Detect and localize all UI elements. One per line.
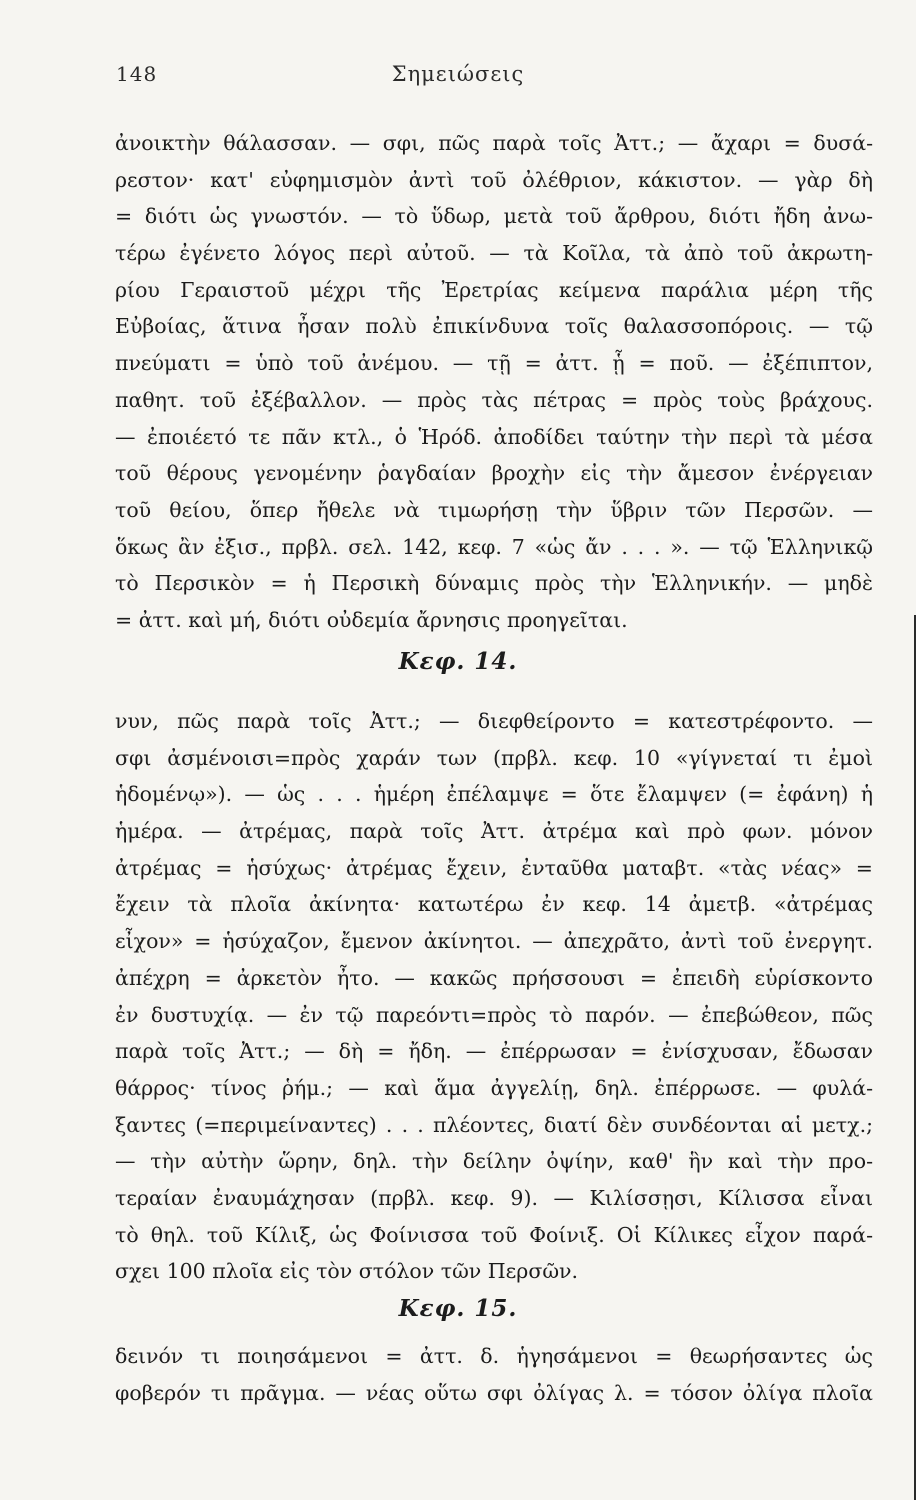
text-line: ἔχειν τὰ πλοῖα ἀκίνητα· κατωτέρω ἐν κεφ. 14 ἀμετβ. «ἀτρέμας [115, 892, 873, 917]
text-line: — τὴν αὐτὴν ὥρην, δηλ. τὴν δείλην ὀψίην, καθ' ἣν καὶ τὴν προ- [115, 1149, 873, 1174]
text-line: εἶχον» = ἡσύχαζον, ἔμενον ἀκίνητοι. — ἀπεχρᾶτο, ἀντὶ τοῦ ἐνεργητ. [115, 929, 873, 954]
text-line: τὸ Περσικὸν = ἡ Περσικὴ δύναμις πρὸς τὴν Ἑλληνικήν. — μηδὲ [115, 571, 873, 596]
notes-chapter-13-continued [115, 125, 873, 639]
text-line: ρίου Γεραιστοῦ μέχρι τῆς Ἐρετρίας κείμενα παράλια μέρη τῆς [115, 277, 873, 302]
text-line: Εὐβοίας, ἅτινα ἦσαν πολὺ ἐπικίνδυνα τοῖς θαλασσοπόροις. — τῷ [115, 314, 873, 339]
text-line: τέρω ἐγένετο λόγος περὶ αὐτοῦ. — τὰ Κοῖλα, τὰ ἀπὸ τοῦ ἀκρωτη- [115, 241, 873, 266]
text-line: τοῦ θείου, ὅπερ ἤθελε νὰ τιμωρήσῃ τὴν ὕβριν τῶν Περσῶν. — [115, 497, 873, 522]
text-line: ἡμέρα. — ἀτρέμας, παρὰ τοῖς Ἀττ. ἀτρέμα καὶ πρὸ φων. μόνον [115, 819, 873, 844]
running-title: Σημειώσεις [391, 62, 525, 86]
text-line: τοῦ θέρους γενομένην ῥαγδαίαν βροχὴν εἰς τὴν ἄμεσον ἐνέργειαν [115, 461, 873, 486]
chapter-14-heading: Κεφ. 14. [398, 648, 518, 675]
text-line: ἀπέχρη = ἀρκετὸν ἦτο. — κακῶς πρήσσουσι = ἐπειδὴ εὑρίσκοντο [115, 965, 873, 990]
text-line: ρεστον· κατ' εὐφημισμὸν ἀντὶ τοῦ ὀλέθριον, κάκιστον. — γὰρ δὴ [115, 167, 873, 192]
text-line: τεραίαν ἐναυμάχησαν (πρβλ. κεφ. 9). — Κιλίσσῃσι, Κίλισσα εἶναι [115, 1185, 873, 1210]
text-line: = ἀττ. καὶ μή, διότι οὐδεμία ἄρνησις προηγεῖται. [115, 607, 628, 632]
text-line: ὅκως ἂν ἐξισ., πρβλ. σελ. 142, κεφ. 7 «ὡς ἄν . . . ». — τῷ Ἑλληνικῷ [115, 534, 873, 559]
text-line: σφι ἀσμένοισι=πρὸς χαράν των (πρβλ. κεφ. 10 «γίγνεταί τι ἐμοὶ [115, 745, 873, 770]
chapter-15-heading: Κεφ. 15. [398, 1295, 518, 1322]
text-line: ἡδομένῳ»). — ὡς . . . ἡμέρη ἐπέλαμψε = ὅτε ἔλαμψεν (= ἐφάνη) ἡ [115, 782, 873, 807]
text-line: φοβερόν τι πρᾶγμα. — νέας οὕτω σφι ὀλίγας λ. = τόσον ὀλίγα πλοῖα [115, 1380, 873, 1405]
text-line: ἀνοικτὴν θάλασσαν. — σφι, πῶς παρὰ τοῖς Ἀττ.; — ἄχαρι = δυσά- [115, 131, 873, 155]
text-line: πνεύματι = ὑπὸ τοῦ ἀνέμου. — τῇ = ἀττ. ᾗ = ποῦ. — ἐξέπιπτον, [115, 351, 873, 376]
notes-chapter-15 [115, 1338, 873, 1411]
text-line: σχει 100 πλοῖα εἰς τὸν στόλον τῶν Περσῶν. [115, 1259, 579, 1284]
text-line: νυν, πῶς παρὰ τοῖς Ἀττ.; — διεφθείροντο = κατεστρέφοντο. — [115, 709, 873, 733]
text-line: δεινόν τι ποιησάμενοι = ἀττ. δ. ἡγησάμενοι = θεωρήσαντες ὡς [115, 1344, 873, 1368]
text-line: — ἐποιέετό τε πᾶν κτλ., ὁ Ἡρόδ. ἀποδίδει ταύτην τὴν περὶ τὰ μέσα [115, 424, 873, 449]
text-line: ἀτρέμας = ἡσύχως· ἀτρέμας ἔχειν, ἐνταῦθα ματαβτ. «τὰς νέας» = [115, 855, 873, 880]
notes-chapter-14 [115, 703, 873, 1290]
text-line: τὸ θηλ. τοῦ Κίλιξ, ὡς Φοίνισσα τοῦ Φοίνιξ. Οἱ Κίλικες εἶχον παρά- [115, 1222, 873, 1247]
page-header [0, 62, 916, 96]
page-number: 148 [116, 62, 158, 86]
text-line: παρὰ τοῖς Ἀττ.; — δὴ = ἤδη. — ἐπέρρωσαν = ἐνίσχυσαν, ἔδωσαν [115, 1039, 873, 1064]
text-line: ξαντες (=περιμείναντες) . . . πλέοντες, διατί δὲν συνδέονται αἱ μετχ.; [115, 1112, 873, 1137]
text-line: = διότι ὡς γνωστόν. — τὸ ὕδωρ, μετὰ τοῦ ἄρθρου, διότι ἤδη ἀνω- [115, 204, 873, 229]
text-line: θάρρος· τίνος ῥήμ.; — καὶ ἅμα ἀγγελίῃ, δηλ. ἐπέρρωσε. — φυλά- [115, 1075, 873, 1100]
text-line: ἐν δυστυχίᾳ. — ἐν τῷ παρεόντι=πρὸς τὸ παρόν. — ἐπεβώθεον, πῶς [115, 1002, 873, 1027]
text-line: παθητ. τοῦ ἐξέβαλλον. — πρὸς τὰς πέτρας = πρὸς τοὺς βράχους. [115, 387, 873, 412]
